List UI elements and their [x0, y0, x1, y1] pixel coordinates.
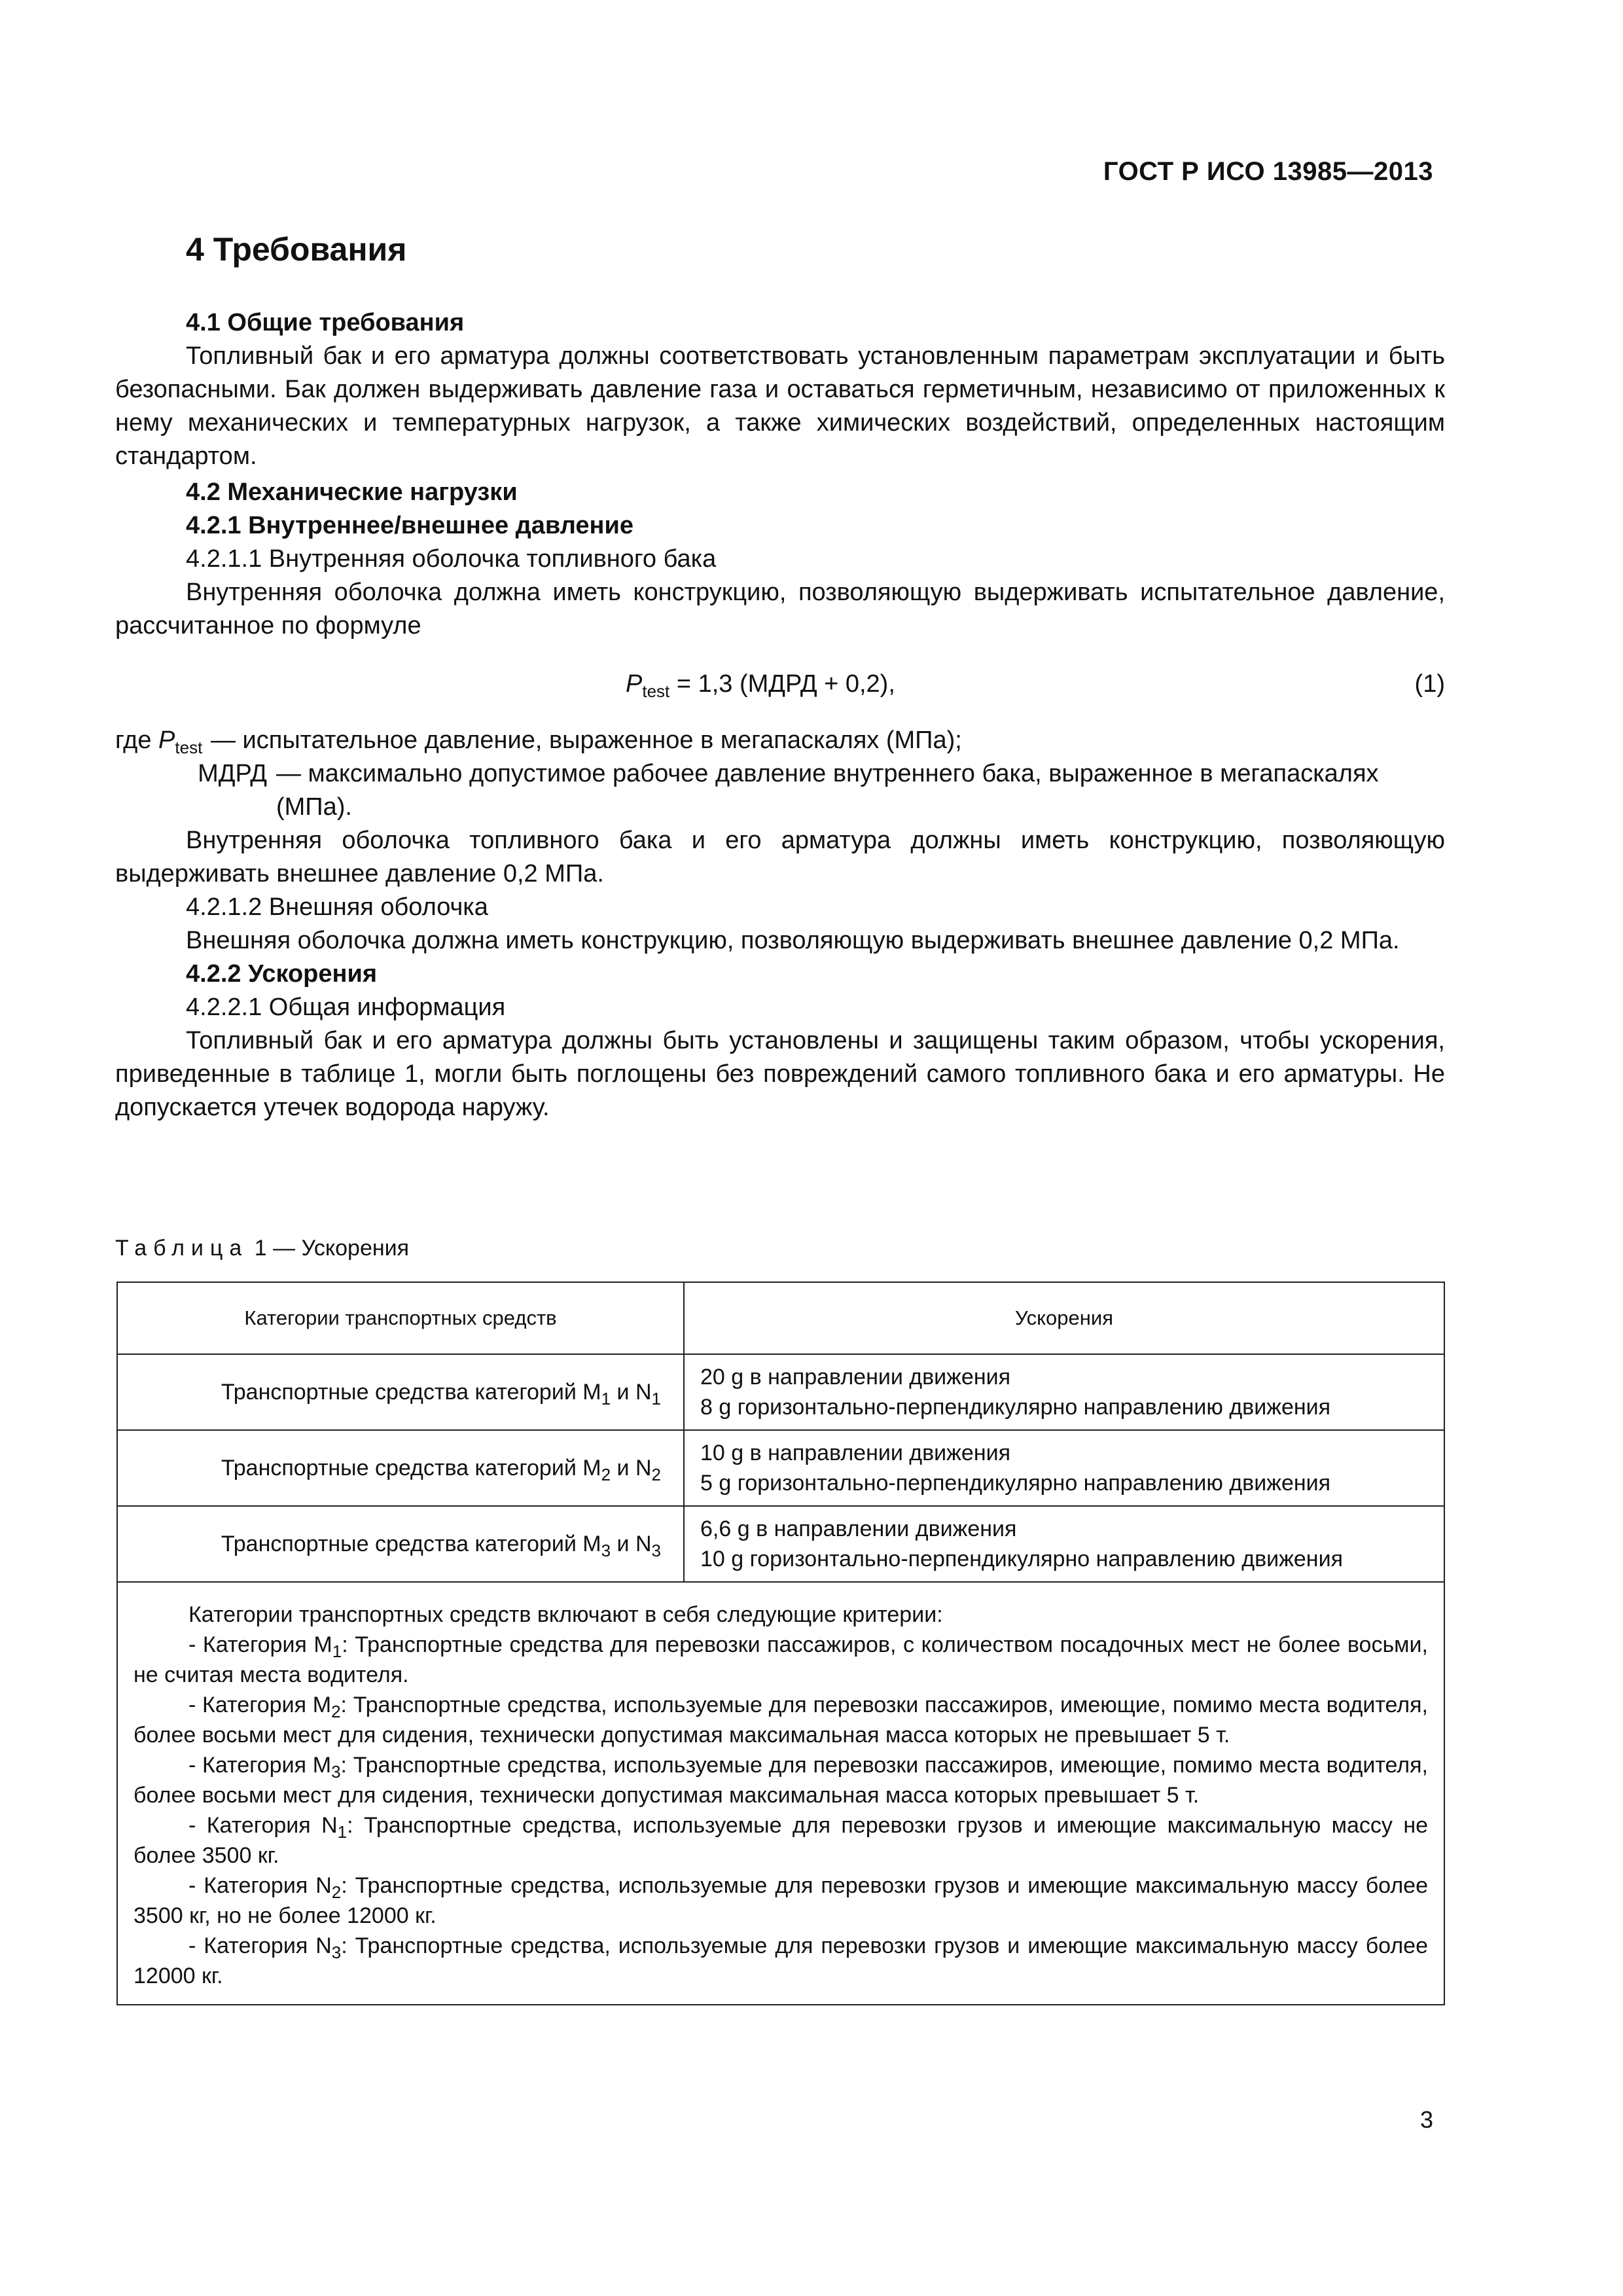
acceleration-cell: [684, 1430, 1444, 1506]
note-text: : Транспортные средства, используемые для перевозки пассажиров, имеющие, помимо места водителя, более восьми мест для сидения, технически допустимая максимальная масса которых не превышает 5 т.: [134, 1693, 1428, 1748]
where-word: [115, 724, 203, 757]
column-header-categories: Категории транспортных средств: [117, 1282, 684, 1354]
category-and: и N: [611, 1532, 652, 1556]
note-item-n2: [134, 1871, 1428, 1931]
note-prefix: - Категория N: [188, 1873, 332, 1898]
category-and: и N: [611, 1380, 652, 1405]
note-sub: 1: [337, 1822, 348, 1842]
note-prefix: - Категория N: [188, 1813, 338, 1838]
formula-p: P: [626, 670, 643, 698]
category-sub: 3: [651, 1541, 661, 1560]
note-item-m3: [134, 1750, 1428, 1810]
note-sub: 3: [331, 1943, 342, 1962]
paragraph-4-2-2-1: Топливный бак и его арматура должны быть установлены и защищены таким образом, чтобы ускорения, приведенные в таблице 1, могли быть поглощены без повреждений самого топливного бака и его арматуры. Не допускается утечек водорода наружу.: [115, 1027, 1445, 1121]
note-text: : Транспортные средства для перевозки пассажиров, с количеством посадочных мест не более восьми, не считая места водителя.: [134, 1632, 1428, 1687]
acceleration-cell: [684, 1506, 1444, 1582]
acceleration-line: 10 g в направлении движения: [700, 1441, 1011, 1465]
note-sub: 2: [331, 1882, 342, 1902]
category-label: Транспортные средства категорий M: [221, 1380, 601, 1405]
formula-block: [115, 661, 1445, 713]
where-item-mdrd: [115, 757, 1445, 824]
paragraph-4-2-1-2: Внешняя оболочка должна иметь конструкцию, позволяющую выдерживать внешнее давление 0,2 МПа.: [186, 927, 1400, 954]
table-row: [117, 1430, 1444, 1506]
heading-4-1: 4.1 Общие требования: [186, 309, 465, 336]
note-item-m2: [134, 1690, 1428, 1750]
heading-4-2-1-2: 4.2.1.2 Внешняя оболочка: [186, 893, 488, 921]
note-item-m1: [134, 1630, 1428, 1690]
section-title: 4 Требования: [186, 231, 407, 268]
heading-4-2-1-1: 4.2.1.1 Внутренняя оболочка топливного бака: [186, 545, 717, 573]
acceleration-line: 8 g горизонтально-перпендикулярно направлению движения: [700, 1395, 1331, 1420]
acceleration-line: 5 g горизонтально-перпендикулярно направлению движения: [700, 1471, 1331, 1496]
note-item-n3: [134, 1931, 1428, 1991]
acceleration-line: 10 g горизонтально-перпендикулярно направлению движения: [700, 1547, 1343, 1571]
where-term-mdrd: МДРД: [198, 760, 267, 787]
acceleration-line: 6,6 g в направлении движения: [700, 1516, 1017, 1541]
category-label: Транспортные средства категорий M: [221, 1532, 601, 1556]
where-term-p: P: [158, 726, 175, 754]
table-note: [117, 1582, 1444, 2005]
main-content: [115, 304, 1445, 1124]
note-item-n1: [134, 1810, 1428, 1871]
category-sub: 3: [601, 1541, 611, 1560]
formula-sub: test: [642, 681, 670, 701]
category-sub: 1: [651, 1389, 661, 1408]
category-sub: 2: [651, 1465, 661, 1484]
table-row: [117, 1506, 1444, 1582]
table-caption-prefix: Таблица: [115, 1236, 249, 1261]
note-text: : Транспортные средства, используемые для перевозки пассажиров, имеющие, помимо места водителя, более восьми мест для сидения, технически допустимая максимальная масса которых превышает 5 т.: [134, 1753, 1428, 1808]
note-sub: 3: [331, 1762, 341, 1782]
note-sub: 1: [332, 1641, 342, 1661]
document-header: ГОСТ Р ИСО 13985—2013: [1103, 157, 1433, 186]
table-row: [117, 1354, 1444, 1430]
note-intro: Категории транспортных средств включают в себя следующие критерии:: [188, 1602, 943, 1627]
column-header-accelerations: Ускорения: [684, 1282, 1444, 1354]
acceleration-table: [116, 1282, 1445, 2005]
category-cell: [117, 1354, 684, 1430]
paragraph-4-2-1-1: Внутренняя оболочка должна иметь конструкцию, позволяющую выдерживать испытательное давление, рассчитанное по формуле: [115, 579, 1445, 639]
category-label: Транспортные средства категорий M: [221, 1456, 601, 1480]
where-term-sub: test: [175, 738, 203, 757]
category-sub: 2: [601, 1465, 611, 1484]
note-prefix: - Категория N: [188, 1933, 332, 1958]
note-text: : Транспортные средства, используемые для перевозки грузов и имеющие максимальную массу не более 3500 кг.: [134, 1813, 1428, 1868]
formula-number: (1): [1414, 670, 1445, 698]
table-header-row: [117, 1282, 1444, 1354]
table-caption: [115, 1236, 409, 1261]
note-text: : Транспортные средства, используемые для перевозки грузов и имеющие максимальную массу более 12000 кг.: [134, 1933, 1429, 1988]
formula-expression: [626, 668, 895, 701]
note-sub: 2: [331, 1702, 341, 1721]
heading-4-2-2: 4.2.2 Ускорения: [186, 960, 378, 988]
heading-4-2: 4.2 Механические нагрузки: [186, 478, 518, 506]
category-cell: [117, 1506, 684, 1582]
where-label: где: [115, 726, 152, 754]
formula-rest: = 1,3 (МДРД + 0,2),: [669, 670, 895, 698]
where-item-ptest: [115, 724, 1445, 757]
acceleration-cell: [684, 1354, 1444, 1430]
acceleration-line: 20 g в направлении движения: [700, 1365, 1011, 1390]
category-and: и N: [611, 1456, 652, 1480]
category-sub: 1: [601, 1389, 611, 1408]
where-def-ptest: — испытательное давление, выраженное в мегапаскалях (МПа);: [211, 726, 962, 754]
heading-4-2-2-1: 4.2.2.1 Общая информация: [186, 994, 506, 1021]
note-prefix: - Категория M: [188, 1753, 332, 1778]
paragraph-4-1: Топливный бак и его арматура должны соответствовать установленным параметрам эксплуатации и быть безопасными. Бак должен выдерживать давление газа и оставаться герметичным, независимо от приложенных к нему механических и температурных нагрузок, а также химических воздействий, определенных настоящим стандартом.: [115, 342, 1445, 470]
where-def-mdrd: — максимально допустимое рабочее давление внутреннего бака, выраженное в мегапаскалях (МПа).: [276, 760, 1379, 821]
table-note-row: [117, 1582, 1444, 2005]
paragraph-4-2-1-1-b: Внутренняя оболочка топливного бака и его арматура должны иметь конструкцию, позволяющую выдерживать внешнее давление 0,2 МПа.: [115, 827, 1445, 888]
note-prefix: - Категория M: [188, 1632, 332, 1657]
heading-4-2-1: 4.2.1 Внутреннее/внешнее давление: [186, 512, 633, 539]
table-caption-rest: 1 — Ускорения: [248, 1236, 410, 1261]
category-cell: [117, 1430, 684, 1506]
note-prefix: - Категория M: [188, 1693, 332, 1717]
page-number: 3: [1419, 2106, 1433, 2133]
note-text: : Транспортные средства, используемые для перевозки грузов и имеющие максимальную массу более 3500 кг, но не более 12000 кг.: [134, 1873, 1429, 1928]
